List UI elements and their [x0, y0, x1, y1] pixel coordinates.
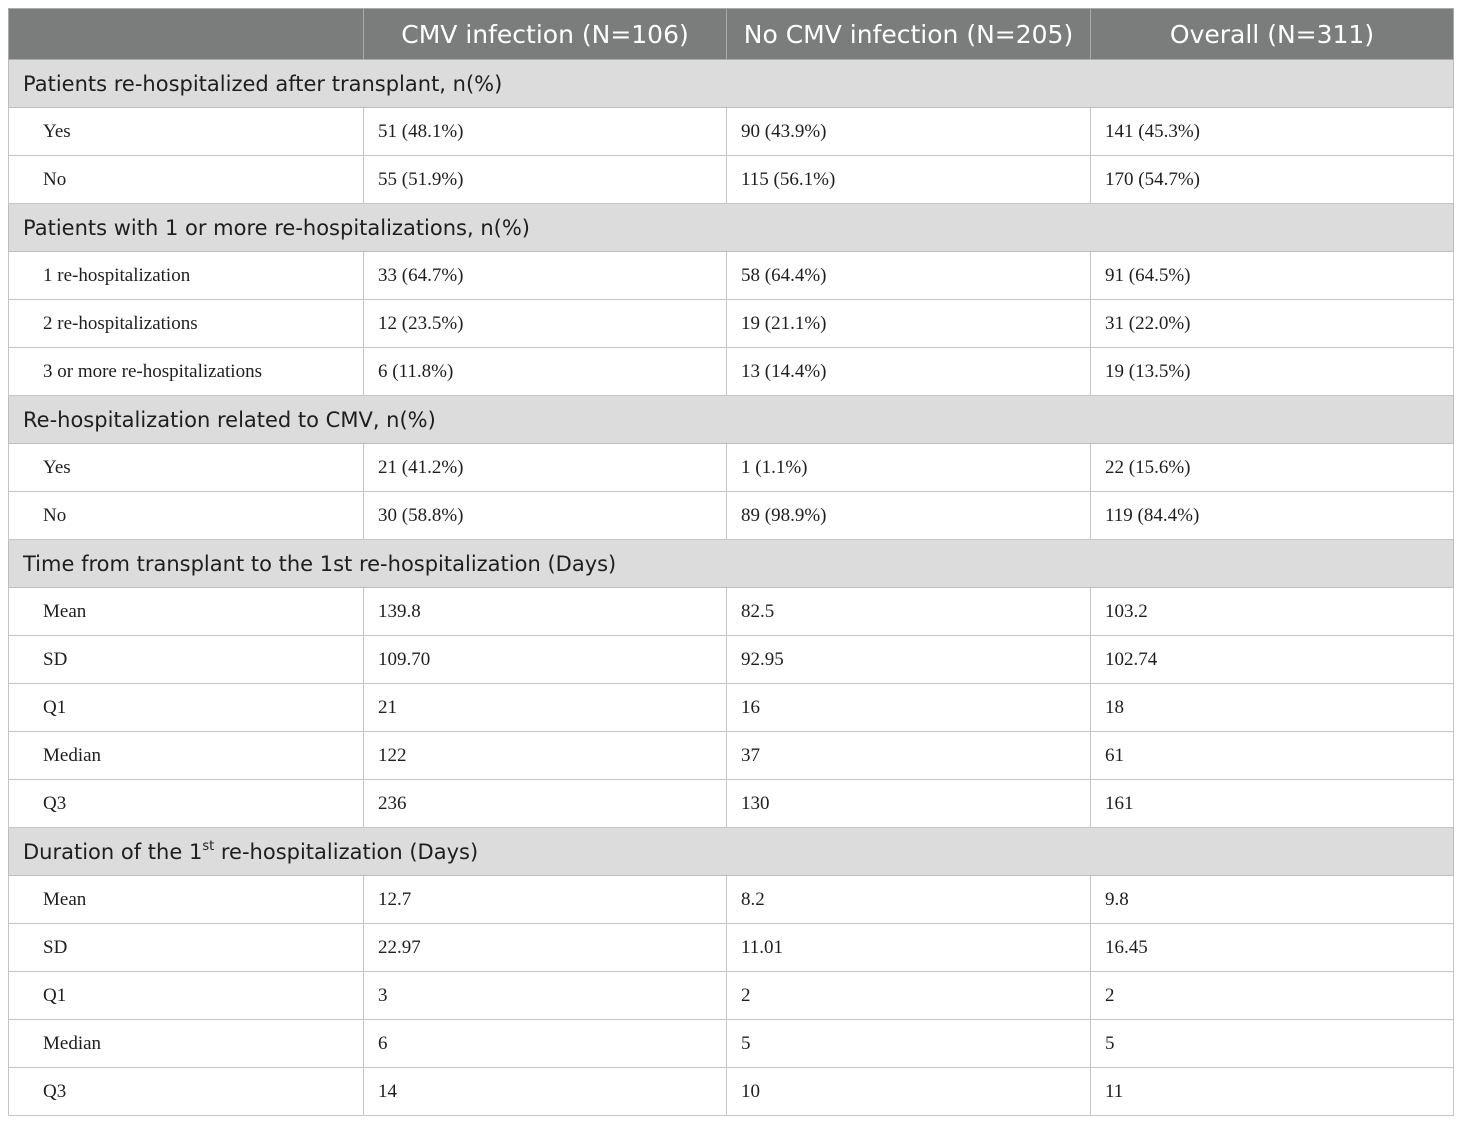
cell-cmv: 33 (64.7%): [364, 252, 727, 300]
section-title-post: re-hospitalization (Days): [214, 839, 479, 864]
row-label: Median: [9, 732, 364, 780]
cell-overall: 102.74: [1091, 636, 1454, 684]
row-label: SD: [9, 636, 364, 684]
section-header-time-to-rehospitalization: [9, 540, 1454, 588]
table-row: [9, 684, 1454, 732]
header-row: [9, 9, 1454, 60]
header-no-cmv-infection: No CMV infection (N=205): [727, 9, 1091, 60]
cell-no-cmv: 13 (14.4%): [727, 348, 1091, 396]
row-label: Q3: [9, 1068, 364, 1116]
section-header-rehospitalization-count: [9, 204, 1454, 252]
table-row: [9, 924, 1454, 972]
cell-cmv: 22.97: [364, 924, 727, 972]
row-label: Yes: [9, 108, 364, 156]
section-title: Patients re-hospitalized after transplant, n(%): [9, 60, 1454, 108]
row-label: Yes: [9, 444, 364, 492]
section-title-superscript: st: [202, 838, 215, 854]
cell-overall: 2: [1091, 972, 1454, 1020]
table-row: [9, 300, 1454, 348]
section-title: Time from transplant to the 1st re-hospitalization (Days): [9, 540, 1454, 588]
table-row: [9, 108, 1454, 156]
cell-cmv: 122: [364, 732, 727, 780]
cell-cmv: 12 (23.5%): [364, 300, 727, 348]
cell-cmv: 6: [364, 1020, 727, 1068]
table-row: [9, 156, 1454, 204]
cell-cmv: 21 (41.2%): [364, 444, 727, 492]
row-label: Q1: [9, 684, 364, 732]
row-label: SD: [9, 924, 364, 972]
row-label: No: [9, 492, 364, 540]
cell-overall: 119 (84.4%): [1091, 492, 1454, 540]
row-label: Median: [9, 1020, 364, 1068]
cell-no-cmv: 10: [727, 1068, 1091, 1116]
cell-no-cmv: 5: [727, 1020, 1091, 1068]
cell-cmv: 12.7: [364, 876, 727, 924]
cell-cmv: 30 (58.8%): [364, 492, 727, 540]
cell-overall: 141 (45.3%): [1091, 108, 1454, 156]
table-row: [9, 972, 1454, 1020]
section-header-rehospitalized: [9, 60, 1454, 108]
cell-overall: 11: [1091, 1068, 1454, 1116]
cell-cmv: 139.8: [364, 588, 727, 636]
cell-overall: 18: [1091, 684, 1454, 732]
section-title: [9, 828, 1454, 876]
row-label: 2 re-hospitalizations: [9, 300, 364, 348]
cell-no-cmv: 11.01: [727, 924, 1091, 972]
table-row: [9, 1020, 1454, 1068]
cell-overall: 91 (64.5%): [1091, 252, 1454, 300]
header-overall: Overall (N=311): [1091, 9, 1454, 60]
cell-overall: 22 (15.6%): [1091, 444, 1454, 492]
table-row: [9, 444, 1454, 492]
header-cmv-infection: CMV infection (N=106): [364, 9, 727, 60]
table-row: [9, 348, 1454, 396]
row-label: No: [9, 156, 364, 204]
cell-no-cmv: 37: [727, 732, 1091, 780]
cell-overall: 5: [1091, 1020, 1454, 1068]
cell-overall: 61: [1091, 732, 1454, 780]
cell-cmv: 6 (11.8%): [364, 348, 727, 396]
cell-no-cmv: 92.95: [727, 636, 1091, 684]
cell-no-cmv: 58 (64.4%): [727, 252, 1091, 300]
section-title: Patients with 1 or more re-hospitalizations, n(%): [9, 204, 1454, 252]
table-row: [9, 252, 1454, 300]
rehospitalization-table: [8, 8, 1454, 1116]
row-label: Mean: [9, 588, 364, 636]
cell-cmv: 51 (48.1%): [364, 108, 727, 156]
cell-overall: 161: [1091, 780, 1454, 828]
table-container: [8, 8, 1453, 1116]
cell-overall: 16.45: [1091, 924, 1454, 972]
cell-no-cmv: 90 (43.9%): [727, 108, 1091, 156]
cell-cmv: 55 (51.9%): [364, 156, 727, 204]
cell-cmv: 236: [364, 780, 727, 828]
row-label: 3 or more re-hospitalizations: [9, 348, 364, 396]
table-row: [9, 636, 1454, 684]
cell-no-cmv: 16: [727, 684, 1091, 732]
cell-overall: 19 (13.5%): [1091, 348, 1454, 396]
table-row: [9, 876, 1454, 924]
cell-no-cmv: 1 (1.1%): [727, 444, 1091, 492]
cell-cmv: 21: [364, 684, 727, 732]
table-row: [9, 492, 1454, 540]
cell-no-cmv: 115 (56.1%): [727, 156, 1091, 204]
cell-no-cmv: 82.5: [727, 588, 1091, 636]
section-title: Re-hospitalization related to CMV, n(%): [9, 396, 1454, 444]
table-row: [9, 588, 1454, 636]
table-row: [9, 1068, 1454, 1116]
section-header-duration: [9, 828, 1454, 876]
row-label: Q1: [9, 972, 364, 1020]
row-label: Mean: [9, 876, 364, 924]
cell-no-cmv: 2: [727, 972, 1091, 1020]
section-header-cmv-related: [9, 396, 1454, 444]
row-label: 1 re-hospitalization: [9, 252, 364, 300]
cell-overall: 170 (54.7%): [1091, 156, 1454, 204]
table-row: [9, 732, 1454, 780]
cell-overall: 31 (22.0%): [1091, 300, 1454, 348]
cell-no-cmv: 130: [727, 780, 1091, 828]
row-label: Q3: [9, 780, 364, 828]
cell-cmv: 14: [364, 1068, 727, 1116]
cell-cmv: 3: [364, 972, 727, 1020]
cell-no-cmv: 8.2: [727, 876, 1091, 924]
cell-overall: 103.2: [1091, 588, 1454, 636]
header-blank: [9, 9, 364, 60]
table-row: [9, 780, 1454, 828]
cell-cmv: 109.70: [364, 636, 727, 684]
cell-no-cmv: 19 (21.1%): [727, 300, 1091, 348]
cell-overall: 9.8: [1091, 876, 1454, 924]
section-title-pre: Duration of the 1: [23, 839, 203, 864]
cell-no-cmv: 89 (98.9%): [727, 492, 1091, 540]
